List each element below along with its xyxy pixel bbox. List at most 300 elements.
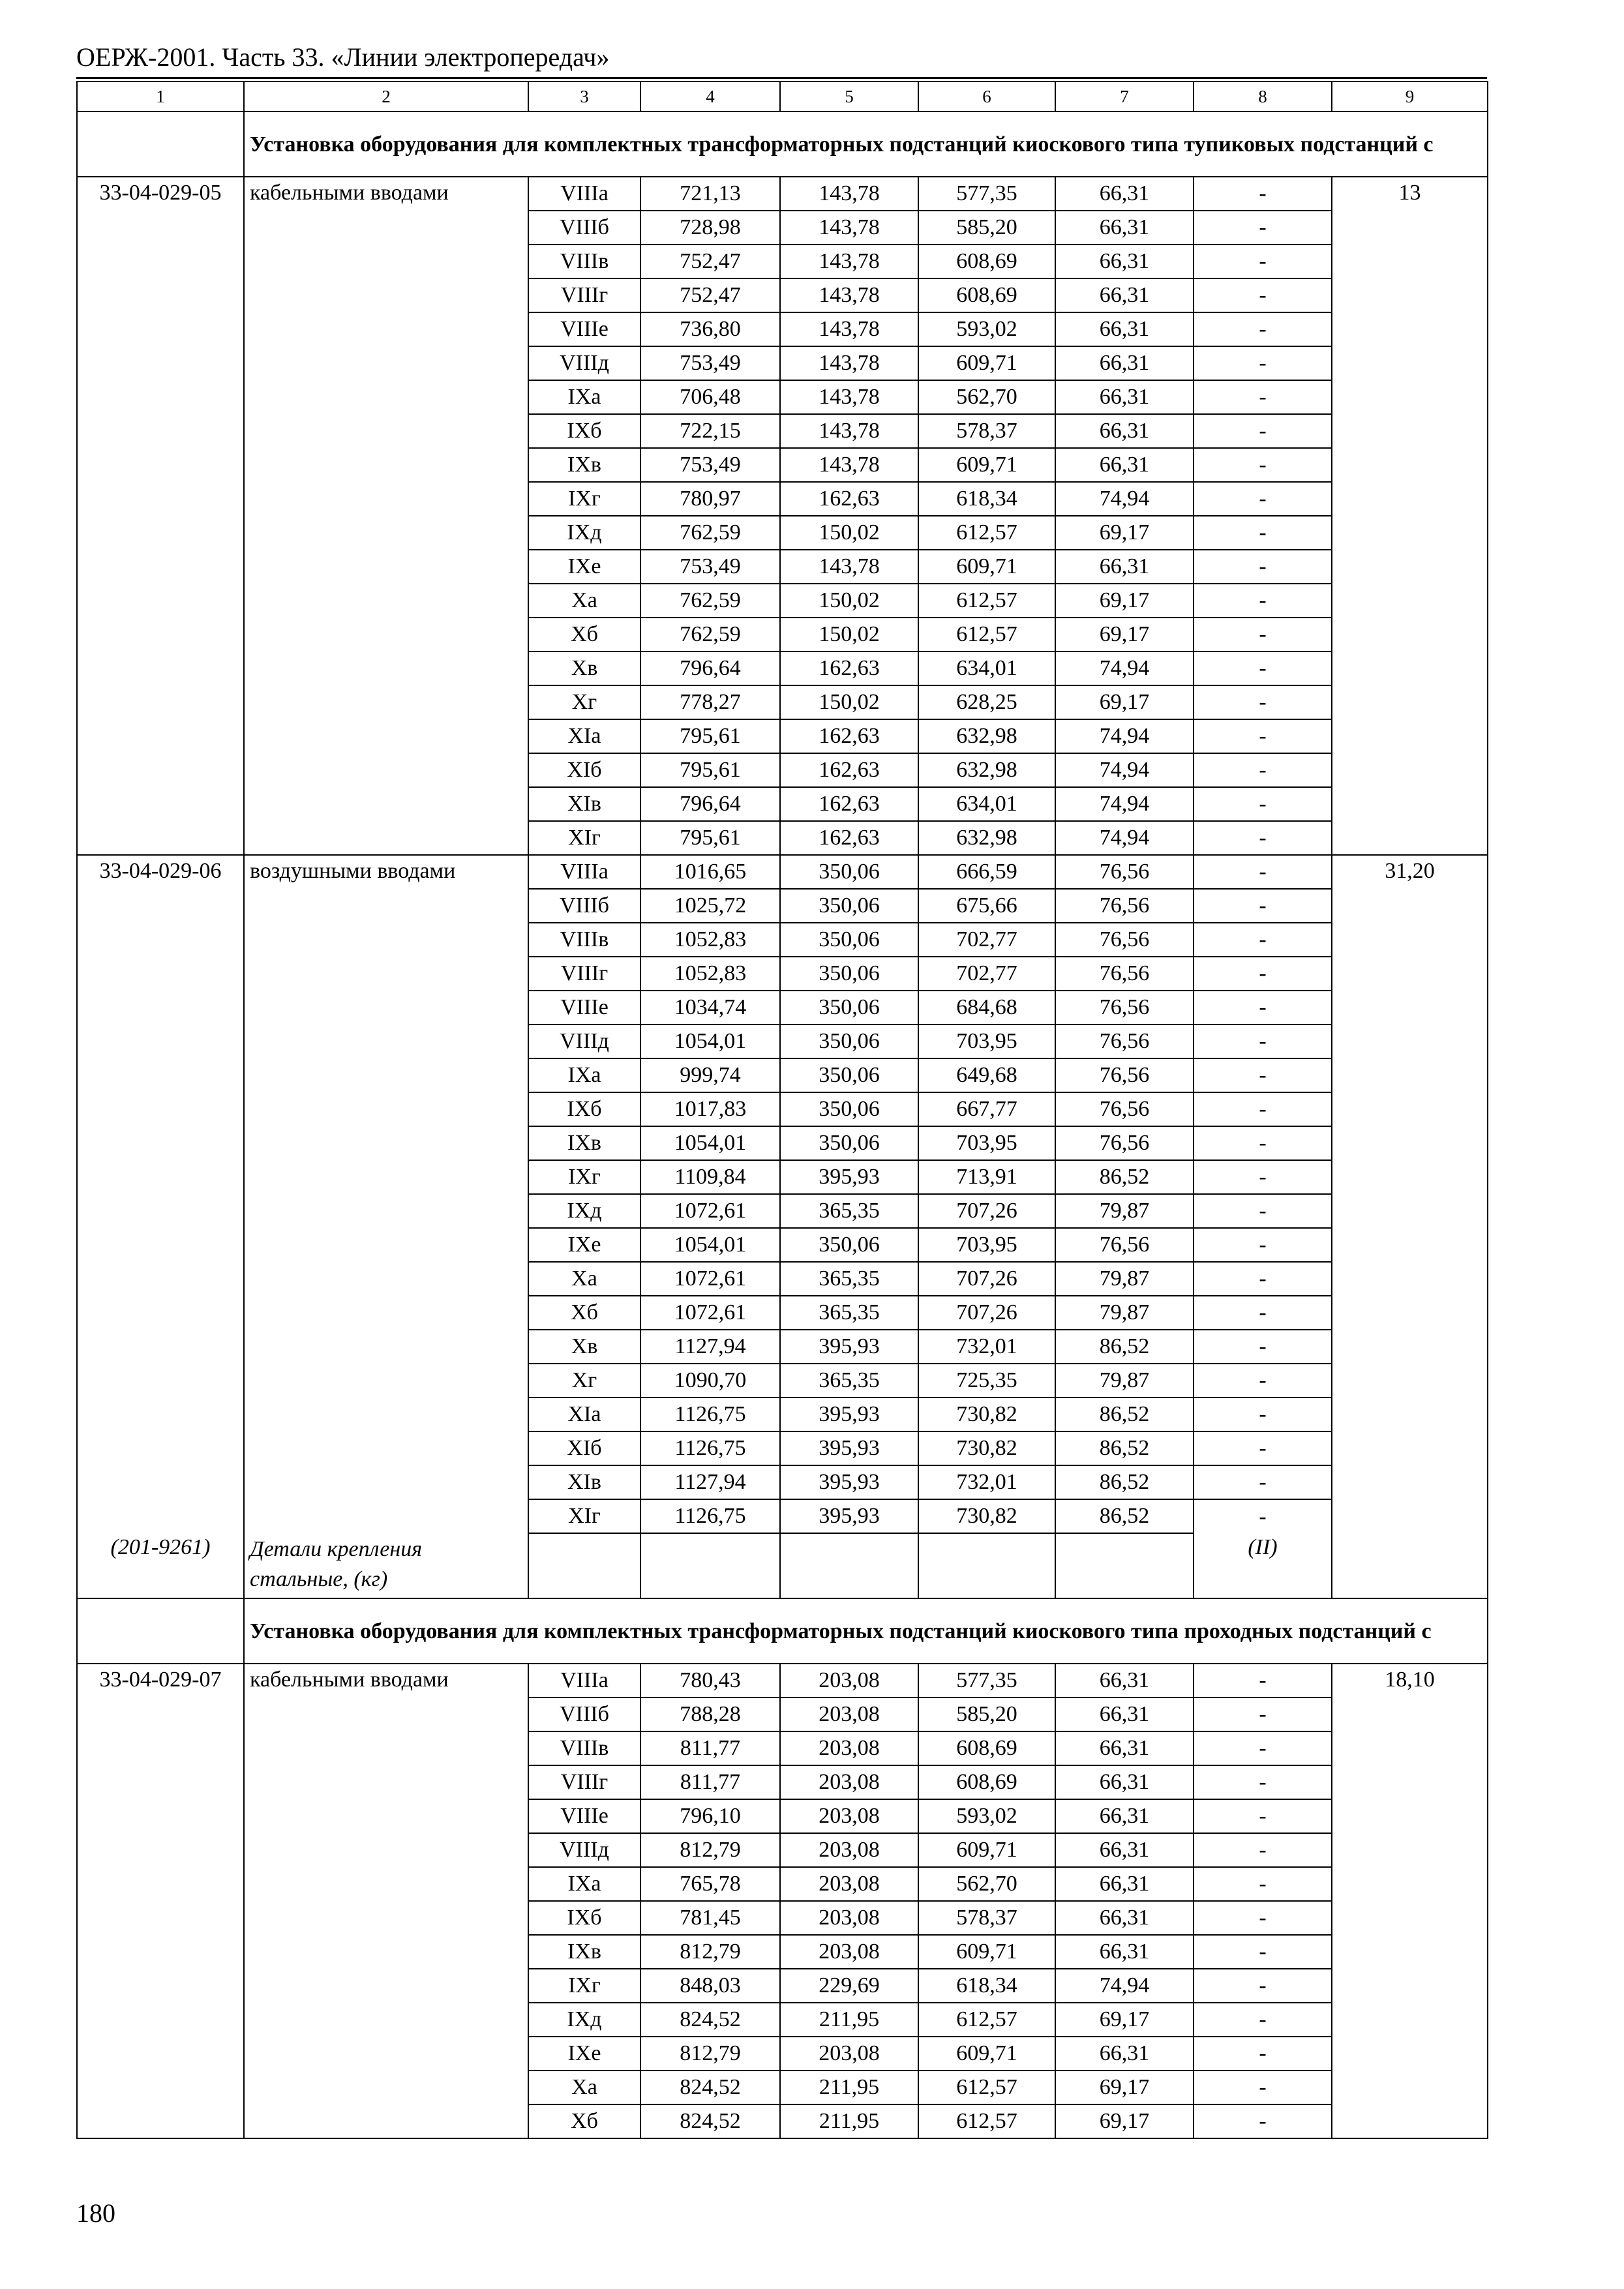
value-cell: 203,08 bbox=[780, 1664, 918, 1698]
value-cell: 395,93 bbox=[780, 1465, 918, 1499]
value-cell: 86,52 bbox=[1055, 1160, 1194, 1194]
value-cell: 618,34 bbox=[918, 482, 1055, 516]
value-cell: 707,26 bbox=[918, 1262, 1055, 1296]
value-cell: 848,03 bbox=[640, 1969, 780, 2003]
note-empty-cell bbox=[528, 1533, 640, 1598]
value-cell: 562,70 bbox=[918, 1867, 1055, 1901]
value-cell: - bbox=[1194, 1833, 1332, 1867]
value-cell: - bbox=[1194, 1194, 1332, 1228]
value-cell: 69,17 bbox=[1055, 584, 1194, 618]
value-cell: 1072,61 bbox=[640, 1194, 780, 1228]
value-cell: 162,63 bbox=[780, 787, 918, 821]
value-cell: 812,79 bbox=[640, 1935, 780, 1969]
col9-value: 18,10 bbox=[1332, 1664, 1488, 2138]
value-cell: 732,01 bbox=[918, 1465, 1055, 1499]
value-cell: 66,31 bbox=[1055, 1731, 1194, 1765]
value-cell: 609,71 bbox=[918, 448, 1055, 482]
value-cell: 203,08 bbox=[780, 1935, 918, 1969]
value-cell: 707,26 bbox=[918, 1296, 1055, 1330]
value-cell: - bbox=[1194, 448, 1332, 482]
value-cell: - bbox=[1194, 821, 1332, 855]
value-cell: 811,77 bbox=[640, 1731, 780, 1765]
value-cell: 66,31 bbox=[1055, 1833, 1194, 1867]
value-cell: 824,52 bbox=[640, 2104, 780, 2138]
value-cell: 702,77 bbox=[918, 957, 1055, 991]
section-empty-cell bbox=[77, 112, 244, 177]
value-cell: 796,64 bbox=[640, 651, 780, 685]
zone-cell: VIIIд bbox=[528, 1833, 640, 1867]
value-cell: 667,77 bbox=[918, 1092, 1055, 1126]
value-cell: 824,52 bbox=[640, 2071, 780, 2104]
value-cell: 162,63 bbox=[780, 651, 918, 685]
value-cell: 74,94 bbox=[1055, 1969, 1194, 2003]
value-cell: 703,95 bbox=[918, 1025, 1055, 1058]
zone-cell: IXд bbox=[528, 2003, 640, 2037]
zone-cell: VIIIб bbox=[528, 889, 640, 923]
value-cell: 649,68 bbox=[918, 1058, 1055, 1092]
value-cell: 706,48 bbox=[640, 380, 780, 414]
value-cell: 350,06 bbox=[780, 923, 918, 957]
value-cell: 203,08 bbox=[780, 2037, 918, 2071]
zone-cell: VIIIг bbox=[528, 278, 640, 312]
note-name: Детали крепления стальные, (кг) bbox=[244, 1533, 528, 1598]
value-cell: 713,91 bbox=[918, 1160, 1055, 1194]
value-cell: 395,93 bbox=[780, 1499, 918, 1533]
value-cell: 143,78 bbox=[780, 346, 918, 380]
zone-cell: VIIIа bbox=[528, 855, 640, 889]
value-cell: - bbox=[1194, 1296, 1332, 1330]
value-cell: 76,56 bbox=[1055, 991, 1194, 1025]
value-cell: 752,47 bbox=[640, 278, 780, 312]
value-cell: 395,93 bbox=[780, 1398, 918, 1431]
value-cell: 795,61 bbox=[640, 821, 780, 855]
zone-cell: VIIIг bbox=[528, 1765, 640, 1799]
value-cell: 1126,75 bbox=[640, 1499, 780, 1533]
zone-cell: Xб bbox=[528, 618, 640, 651]
value-cell: 365,35 bbox=[780, 1296, 918, 1330]
value-cell: 752,47 bbox=[640, 245, 780, 278]
zone-cell: IXг bbox=[528, 1160, 640, 1194]
value-cell: 1025,72 bbox=[640, 889, 780, 923]
zone-cell: XIв bbox=[528, 787, 640, 821]
value-cell: 74,94 bbox=[1055, 719, 1194, 753]
value-cell: 1072,61 bbox=[640, 1296, 780, 1330]
value-cell: - bbox=[1194, 1935, 1332, 1969]
value-cell: 350,06 bbox=[780, 1092, 918, 1126]
value-cell: 69,17 bbox=[1055, 2104, 1194, 2138]
value-cell: - bbox=[1194, 1058, 1332, 1092]
zone-cell: XIб bbox=[528, 753, 640, 787]
value-cell: 612,57 bbox=[918, 2071, 1055, 2104]
value-cell: 725,35 bbox=[918, 1364, 1055, 1398]
value-cell: 86,52 bbox=[1055, 1330, 1194, 1364]
value-cell: 634,01 bbox=[918, 651, 1055, 685]
value-cell: 86,52 bbox=[1055, 1431, 1194, 1465]
value-cell: 1034,74 bbox=[640, 991, 780, 1025]
zone-cell: Xа bbox=[528, 2071, 640, 2104]
value-cell: 762,59 bbox=[640, 618, 780, 651]
value-cell: - bbox=[1194, 1160, 1332, 1194]
value-cell: - bbox=[1194, 1765, 1332, 1799]
value-cell: 150,02 bbox=[780, 516, 918, 550]
value-cell: 86,52 bbox=[1055, 1398, 1194, 1431]
value-cell: 203,08 bbox=[780, 1799, 918, 1833]
value-cell: 781,45 bbox=[640, 1901, 780, 1935]
value-cell: 66,31 bbox=[1055, 312, 1194, 346]
value-cell: 203,08 bbox=[780, 1765, 918, 1799]
col9-value: 13 bbox=[1332, 177, 1488, 855]
rate-code: 33-04-029-06 bbox=[77, 855, 244, 1533]
value-cell: 66,31 bbox=[1055, 1935, 1194, 1969]
value-cell: 86,52 bbox=[1055, 1465, 1194, 1499]
value-cell: 150,02 bbox=[780, 584, 918, 618]
zone-cell: IXг bbox=[528, 1969, 640, 2003]
value-cell: 69,17 bbox=[1055, 516, 1194, 550]
value-cell: 395,93 bbox=[780, 1330, 918, 1364]
value-cell: 350,06 bbox=[780, 889, 918, 923]
value-cell: - bbox=[1194, 1901, 1332, 1935]
zone-cell: IXв bbox=[528, 1935, 640, 1969]
value-cell: 612,57 bbox=[918, 584, 1055, 618]
rate-code: 33-04-029-05 bbox=[77, 177, 244, 855]
value-cell: 753,49 bbox=[640, 448, 780, 482]
value-cell: 628,25 bbox=[918, 685, 1055, 719]
value-cell: - bbox=[1194, 1731, 1332, 1765]
page-number: 180 bbox=[76, 2198, 115, 2228]
value-cell: 66,31 bbox=[1055, 1901, 1194, 1935]
column-number-cell: 3 bbox=[528, 82, 640, 112]
value-cell: 143,78 bbox=[780, 550, 918, 584]
zone-cell: IXб bbox=[528, 1901, 640, 1935]
rate-code: 33-04-029-07 bbox=[77, 1664, 244, 2138]
value-cell: - bbox=[1194, 1025, 1332, 1058]
value-cell: 632,98 bbox=[918, 719, 1055, 753]
value-cell: 66,31 bbox=[1055, 1698, 1194, 1731]
value-cell: 811,77 bbox=[640, 1765, 780, 1799]
value-cell: 578,37 bbox=[918, 1901, 1055, 1935]
value-cell: 69,17 bbox=[1055, 2071, 1194, 2104]
value-cell: - bbox=[1194, 2071, 1332, 2104]
value-cell: 578,37 bbox=[918, 414, 1055, 448]
value-cell: 74,94 bbox=[1055, 787, 1194, 821]
value-cell: 593,02 bbox=[918, 312, 1055, 346]
value-cell: 1054,01 bbox=[640, 1228, 780, 1262]
value-cell: 66,31 bbox=[1055, 550, 1194, 584]
table-body bbox=[77, 82, 1488, 2138]
zone-cell: Xв bbox=[528, 651, 640, 685]
work-name: кабельными вводами bbox=[244, 1664, 528, 2138]
value-cell: 203,08 bbox=[780, 1833, 918, 1867]
value-cell: 66,31 bbox=[1055, 2037, 1194, 2071]
value-cell: 203,08 bbox=[780, 1698, 918, 1731]
value-cell: 79,87 bbox=[1055, 1364, 1194, 1398]
value-cell: 795,61 bbox=[640, 753, 780, 787]
table-row bbox=[77, 855, 1488, 889]
zone-cell: IXа bbox=[528, 380, 640, 414]
zone-cell: Xа bbox=[528, 584, 640, 618]
value-cell: 66,31 bbox=[1055, 1664, 1194, 1698]
zone-cell: IXг bbox=[528, 482, 640, 516]
zone-cell: VIIIв bbox=[528, 923, 640, 957]
value-cell: 74,94 bbox=[1055, 482, 1194, 516]
value-cell: 608,69 bbox=[918, 245, 1055, 278]
value-cell: - bbox=[1194, 516, 1332, 550]
value-cell: 150,02 bbox=[780, 685, 918, 719]
table-row bbox=[77, 177, 1488, 211]
table-row bbox=[77, 1664, 1488, 1698]
value-cell: 162,63 bbox=[780, 753, 918, 787]
value-cell: - bbox=[1194, 1664, 1332, 1698]
value-cell: 788,28 bbox=[640, 1698, 780, 1731]
column-number-cell: 2 bbox=[244, 82, 528, 112]
value-cell: - bbox=[1194, 2003, 1332, 2037]
value-cell: - bbox=[1194, 1092, 1332, 1126]
value-cell: 66,31 bbox=[1055, 414, 1194, 448]
value-cell: 365,35 bbox=[780, 1194, 918, 1228]
column-number-row bbox=[77, 82, 1488, 112]
value-cell: 632,98 bbox=[918, 821, 1055, 855]
value-cell: 143,78 bbox=[780, 380, 918, 414]
value-cell: 703,95 bbox=[918, 1228, 1055, 1262]
value-cell: 762,59 bbox=[640, 584, 780, 618]
page-header bbox=[76, 42, 1487, 82]
value-cell: - bbox=[1194, 1799, 1332, 1833]
value-cell: 577,35 bbox=[918, 1664, 1055, 1698]
value-cell: - bbox=[1194, 2037, 1332, 2071]
value-cell: 608,69 bbox=[918, 278, 1055, 312]
zone-cell: Xб bbox=[528, 2104, 640, 2138]
value-cell: - bbox=[1194, 855, 1332, 889]
value-cell: 143,78 bbox=[780, 177, 918, 211]
value-cell: 684,68 bbox=[918, 991, 1055, 1025]
value-cell: 612,57 bbox=[918, 2104, 1055, 2138]
work-name: воздушными вводами bbox=[244, 855, 528, 1533]
value-cell: - bbox=[1194, 245, 1332, 278]
value-cell: 702,77 bbox=[918, 923, 1055, 957]
value-cell: 350,06 bbox=[780, 957, 918, 991]
zone-cell: IXв bbox=[528, 1126, 640, 1160]
zone-cell: IXд bbox=[528, 1194, 640, 1228]
note-empty-cell bbox=[640, 1533, 780, 1598]
value-cell: 66,31 bbox=[1055, 278, 1194, 312]
value-cell: 812,79 bbox=[640, 1833, 780, 1867]
value-cell: 707,26 bbox=[918, 1194, 1055, 1228]
zone-cell: VIIIг bbox=[528, 957, 640, 991]
value-cell: 86,52 bbox=[1055, 1499, 1194, 1533]
value-cell: 753,49 bbox=[640, 550, 780, 584]
value-cell: 1127,94 bbox=[640, 1465, 780, 1499]
value-cell: - bbox=[1194, 414, 1332, 448]
value-cell: 66,31 bbox=[1055, 1799, 1194, 1833]
column-number-cell: 6 bbox=[918, 82, 1055, 112]
value-cell: 229,69 bbox=[780, 1969, 918, 2003]
value-cell: 66,31 bbox=[1055, 211, 1194, 245]
value-cell: 722,15 bbox=[640, 414, 780, 448]
value-cell: 609,71 bbox=[918, 1935, 1055, 1969]
value-cell: 593,02 bbox=[918, 1799, 1055, 1833]
value-cell: 66,31 bbox=[1055, 1867, 1194, 1901]
value-cell: 203,08 bbox=[780, 1901, 918, 1935]
value-cell: 634,01 bbox=[918, 787, 1055, 821]
value-cell: 69,17 bbox=[1055, 618, 1194, 651]
value-cell: - bbox=[1194, 1698, 1332, 1731]
note-empty-cell bbox=[1055, 1533, 1194, 1598]
value-cell: 703,95 bbox=[918, 1126, 1055, 1160]
zone-cell: Xг bbox=[528, 685, 640, 719]
value-cell: 730,82 bbox=[918, 1431, 1055, 1465]
value-cell: 609,71 bbox=[918, 1833, 1055, 1867]
value-cell: 162,63 bbox=[780, 482, 918, 516]
zone-cell: XIб bbox=[528, 1431, 640, 1465]
zone-cell: XIг bbox=[528, 1499, 640, 1533]
value-cell: 79,87 bbox=[1055, 1194, 1194, 1228]
value-cell: - bbox=[1194, 1867, 1332, 1901]
col9-value: 31,20 bbox=[1332, 855, 1488, 1598]
value-cell: 765,78 bbox=[640, 1867, 780, 1901]
value-cell: 76,56 bbox=[1055, 1092, 1194, 1126]
zone-cell: IXа bbox=[528, 1058, 640, 1092]
value-cell: 350,06 bbox=[780, 991, 918, 1025]
value-cell: - bbox=[1194, 618, 1332, 651]
section-title: Установка оборудования для комплектных трансформаторных подстанций киоскового типа проходных подстанций с bbox=[244, 1598, 1488, 1664]
value-cell: 675,66 bbox=[918, 889, 1055, 923]
zone-cell: IXв bbox=[528, 448, 640, 482]
value-cell: 66,31 bbox=[1055, 448, 1194, 482]
value-cell: 350,06 bbox=[780, 1228, 918, 1262]
value-cell: 143,78 bbox=[780, 448, 918, 482]
value-cell: - bbox=[1194, 1330, 1332, 1364]
zone-cell: VIIIб bbox=[528, 1698, 640, 1731]
value-cell: 79,87 bbox=[1055, 1262, 1194, 1296]
zone-cell: XIа bbox=[528, 1398, 640, 1431]
value-cell: - bbox=[1194, 2104, 1332, 2138]
value-cell: - bbox=[1194, 278, 1332, 312]
header-rule-thick bbox=[76, 77, 1487, 79]
value-cell: 66,31 bbox=[1055, 1765, 1194, 1799]
value-cell: 585,20 bbox=[918, 1698, 1055, 1731]
value-cell: 150,02 bbox=[780, 618, 918, 651]
column-number-cell: 5 bbox=[780, 82, 918, 112]
zone-cell: VIIIе bbox=[528, 1799, 640, 1833]
value-cell: 753,49 bbox=[640, 346, 780, 380]
value-cell: 585,20 bbox=[918, 211, 1055, 245]
value-cell: - bbox=[1194, 1262, 1332, 1296]
rates-table bbox=[76, 81, 1488, 2139]
section-title-row bbox=[77, 112, 1488, 177]
value-cell: - bbox=[1194, 1465, 1332, 1499]
value-cell: - bbox=[1194, 1431, 1332, 1465]
value-cell: 1090,70 bbox=[640, 1364, 780, 1398]
value-cell: 211,95 bbox=[780, 2003, 918, 2037]
value-cell: - bbox=[1194, 991, 1332, 1025]
value-cell: 74,94 bbox=[1055, 753, 1194, 787]
value-cell: 1017,83 bbox=[640, 1092, 780, 1126]
value-cell: 612,57 bbox=[918, 516, 1055, 550]
value-cell: 780,43 bbox=[640, 1664, 780, 1698]
value-cell: 618,34 bbox=[918, 1969, 1055, 2003]
rates-table-container bbox=[76, 81, 1487, 2139]
value-cell: 79,87 bbox=[1055, 1296, 1194, 1330]
value-cell: 1052,83 bbox=[640, 923, 780, 957]
value-cell: 736,80 bbox=[640, 312, 780, 346]
value-cell: - bbox=[1194, 1398, 1332, 1431]
value-cell: 203,08 bbox=[780, 1731, 918, 1765]
value-cell: 562,70 bbox=[918, 380, 1055, 414]
zone-cell: VIIIе bbox=[528, 991, 640, 1025]
value-cell: 395,93 bbox=[780, 1431, 918, 1465]
note-row bbox=[77, 1533, 1488, 1598]
value-cell: 795,61 bbox=[640, 719, 780, 753]
zone-cell: Xа bbox=[528, 1262, 640, 1296]
note-code: (201-9261) bbox=[77, 1533, 244, 1598]
value-cell: 730,82 bbox=[918, 1398, 1055, 1431]
value-cell: 732,01 bbox=[918, 1330, 1055, 1364]
value-cell: 1054,01 bbox=[640, 1126, 780, 1160]
zone-cell: Xг bbox=[528, 1364, 640, 1398]
value-cell: - bbox=[1194, 1969, 1332, 2003]
value-cell: - bbox=[1194, 651, 1332, 685]
zone-cell: Xв bbox=[528, 1330, 640, 1364]
value-cell: 350,06 bbox=[780, 1126, 918, 1160]
value-cell: - bbox=[1194, 957, 1332, 991]
value-cell: 1109,84 bbox=[640, 1160, 780, 1194]
column-number-cell: 7 bbox=[1055, 82, 1194, 112]
value-cell: 812,79 bbox=[640, 2037, 780, 2071]
value-cell: 143,78 bbox=[780, 312, 918, 346]
value-cell: 762,59 bbox=[640, 516, 780, 550]
value-cell: 66,31 bbox=[1055, 177, 1194, 211]
value-cell: 609,71 bbox=[918, 346, 1055, 380]
value-cell: 76,56 bbox=[1055, 957, 1194, 991]
zone-cell: VIIIб bbox=[528, 211, 640, 245]
value-cell: 824,52 bbox=[640, 2003, 780, 2037]
value-cell: 350,06 bbox=[780, 1025, 918, 1058]
value-cell: 66,31 bbox=[1055, 380, 1194, 414]
zone-cell: IXе bbox=[528, 1228, 640, 1262]
value-cell: 796,10 bbox=[640, 1799, 780, 1833]
value-cell: - bbox=[1194, 380, 1332, 414]
value-cell: - bbox=[1194, 346, 1332, 380]
zone-cell: IXе bbox=[528, 2037, 640, 2071]
zone-cell: VIIIв bbox=[528, 1731, 640, 1765]
value-cell: - bbox=[1194, 889, 1332, 923]
value-cell: 612,57 bbox=[918, 618, 1055, 651]
value-cell: 76,56 bbox=[1055, 1058, 1194, 1092]
value-cell: 74,94 bbox=[1055, 821, 1194, 855]
value-cell: 780,97 bbox=[640, 482, 780, 516]
section-title: Установка оборудования для комплектных трансформаторных подстанций киоскового типа тупиковых подстанций с bbox=[244, 112, 1488, 177]
value-cell: - bbox=[1194, 1228, 1332, 1262]
value-cell: 730,82 bbox=[918, 1499, 1055, 1533]
zone-cell: IXа bbox=[528, 1867, 640, 1901]
value-cell: - bbox=[1194, 753, 1332, 787]
header-title: ОЕРЖ-2001. Часть 33. «Линии электропередач» bbox=[76, 42, 610, 72]
value-cell: 143,78 bbox=[780, 414, 918, 448]
value-cell: - bbox=[1194, 787, 1332, 821]
zone-cell: XIв bbox=[528, 1465, 640, 1499]
value-cell: 609,71 bbox=[918, 2037, 1055, 2071]
value-cell: 143,78 bbox=[780, 211, 918, 245]
zone-cell: VIIIа bbox=[528, 1664, 640, 1698]
value-cell: 999,74 bbox=[640, 1058, 780, 1092]
value-cell: 76,56 bbox=[1055, 1228, 1194, 1262]
value-cell: 1127,94 bbox=[640, 1330, 780, 1364]
value-cell: 76,56 bbox=[1055, 889, 1194, 923]
value-cell: - bbox=[1194, 177, 1332, 211]
zone-cell: IXе bbox=[528, 550, 640, 584]
zone-cell: IXб bbox=[528, 1092, 640, 1126]
value-cell: 1126,75 bbox=[640, 1398, 780, 1431]
